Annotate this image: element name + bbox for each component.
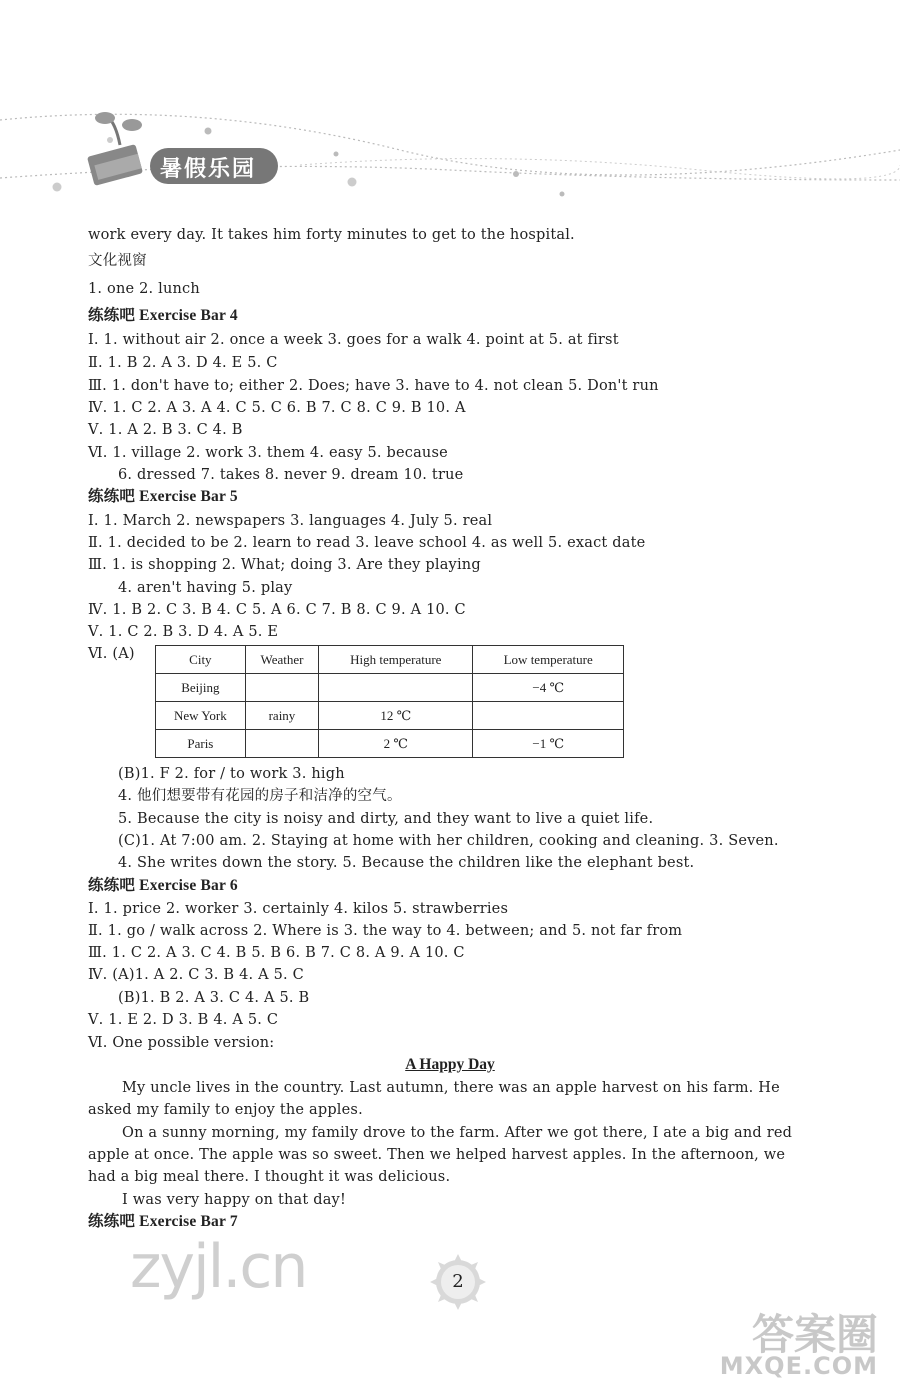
banner-title: 暑假乐园 xyxy=(160,157,257,182)
answer-line: 4. 他们想要带有花园的房子和洁净的空气。 xyxy=(118,788,402,804)
page-number: 2 xyxy=(452,1271,464,1292)
exercise-bar-heading: 练练吧 Exercise Bar 6 xyxy=(88,877,238,894)
table-cell: rainy xyxy=(245,702,318,730)
table-cell: New York xyxy=(156,702,246,730)
answer-line: 1. one 2. lunch xyxy=(88,281,200,297)
table-cell xyxy=(473,702,624,730)
essay-title: A Happy Day xyxy=(405,1056,495,1073)
answer-line: 4. aren't having 5. play xyxy=(118,580,293,596)
header-decoration xyxy=(0,0,900,210)
weather-table xyxy=(155,645,624,758)
answer-line: 5. Because the city is noisy and dirty, and they want to live a quiet life. xyxy=(118,811,654,827)
answer-line: (B)1. F 2. for / to work 3. high xyxy=(118,766,345,782)
section-heading: 文化视窗 xyxy=(88,253,147,269)
answer-line: 6. dressed 7. takes 8. never 9. dream 10. true xyxy=(118,467,464,483)
table-row xyxy=(156,702,624,730)
essay-line: On a sunny morning, my family drove to the farm. After we got there, I ate a big and red xyxy=(122,1125,793,1141)
table-header-cell: Weather xyxy=(245,646,318,674)
table-cell: Beijing xyxy=(156,674,246,702)
table-row xyxy=(156,730,624,758)
table-cell xyxy=(245,730,318,758)
answer-line: Ⅲ. 1. is shopping 2. What; doing 3. Are they playing xyxy=(88,557,481,573)
exercise-bar-heading: 练练吧 Exercise Bar 7 xyxy=(88,1213,238,1230)
answer-line: Ⅳ. 1. B 2. C 3. B 4. C 5. A 6. C 7. B 8. C 9. A 10. C xyxy=(88,602,466,618)
essay-line: asked my family to enjoy the apples. xyxy=(88,1102,363,1118)
answer-line: Ⅴ. 1. A 2. B 3. C 4. B xyxy=(88,422,243,438)
answer-line: Ⅱ. 1. go / walk across 2. Where is 3. the way to 4. between; and 5. not far from xyxy=(88,923,683,939)
table-cell: Paris xyxy=(156,730,246,758)
exercise-bar-heading: 练练吧 Exercise Bar 4 xyxy=(88,307,238,324)
answer-line: Ⅴ. 1. E 2. D 3. B 4. A 5. C xyxy=(88,1012,279,1028)
answer-line: Ⅰ. 1. without air 2. once a week 3. goes for a walk 4. point at 5. at first xyxy=(88,332,619,348)
site-logo-sub: MXQE.COM xyxy=(719,1352,878,1380)
exercise-bar-heading: 练练吧 Exercise Bar 5 xyxy=(88,488,238,505)
answer-line: (B)1. B 2. A 3. C 4. A 5. B xyxy=(118,990,310,1006)
book-plant-icon xyxy=(87,112,143,186)
answer-line: Ⅱ. 1. decided to be 2. learn to read 3. leave school 4. as well 5. exact date xyxy=(88,535,646,551)
table-header-cell: High temperature xyxy=(319,646,473,674)
site-logo-text: 答案圈 xyxy=(751,1310,878,1359)
watermark: zyjl.cn xyxy=(130,1232,307,1302)
answer-line: Ⅰ. 1. March 2. newspapers 3. languages 4. July 5. real xyxy=(88,513,493,529)
table-row xyxy=(156,674,624,702)
answer-line: Ⅱ. 1. B 2. A 3. D 4. E 5. C xyxy=(88,355,278,371)
essay-line: apple at once. The apple was so sweet. Then we helped harvest apples. In the afternoon, we xyxy=(88,1147,786,1163)
page-header xyxy=(0,0,900,210)
answer-line: Ⅰ. 1. price 2. worker 3. certainly 4. kilos 5. strawberries xyxy=(88,901,509,917)
essay-line: I was very happy on that day! xyxy=(122,1192,346,1208)
answer-line: Ⅲ. 1. don't have to; either 2. Does; have 3. have to 4. not clean 5. Don't run xyxy=(88,378,659,394)
answer-line: (C)1. At 7:00 am. 2. Staying at home with her children, cooking and cleaning. 3. Seven. xyxy=(118,833,779,849)
table-cell xyxy=(245,674,318,702)
essay-line: had a big meal there. I thought it was delicious. xyxy=(88,1169,451,1185)
text-line: work every day. It takes him forty minutes to get to the hospital. xyxy=(88,227,575,243)
answer-line: Ⅴ. 1. C 2. B 3. D 4. A 5. E xyxy=(88,624,279,640)
essay-line: My uncle lives in the country. Last autumn, there was an apple harvest on his farm. He xyxy=(122,1080,780,1096)
answer-line: Ⅳ. 1. C 2. A 3. A 4. C 5. C 6. B 7. C 8. C 9. B 10. A xyxy=(88,400,466,416)
answer-line: Ⅲ. 1. C 2. A 3. C 4. B 5. B 6. B 7. C 8. A 9. A 10. C xyxy=(88,945,465,961)
table-header-cell: Low temperature xyxy=(473,646,624,674)
table-cell: 2 ℃ xyxy=(319,730,473,758)
table-cell: −4 ℃ xyxy=(473,674,624,702)
table-cell: 12 ℃ xyxy=(319,702,473,730)
answer-line: Ⅳ. (A)1. A 2. C 3. B 4. A 5. C xyxy=(88,967,304,983)
table-header-cell: City xyxy=(156,646,246,674)
site-logo xyxy=(698,1302,888,1382)
table-header-row xyxy=(156,646,624,674)
table-cell: −1 ℃ xyxy=(473,730,624,758)
answer-line: 4. She writes down the story. 5. Because the children like the elephant best. xyxy=(118,855,695,871)
table-cell xyxy=(319,674,473,702)
answer-line: Ⅵ. One possible version: xyxy=(88,1035,275,1051)
answer-line: Ⅵ. 1. village 2. work 3. them 4. easy 5. because xyxy=(88,445,448,461)
answer-line: Ⅵ. (A) xyxy=(88,646,135,662)
